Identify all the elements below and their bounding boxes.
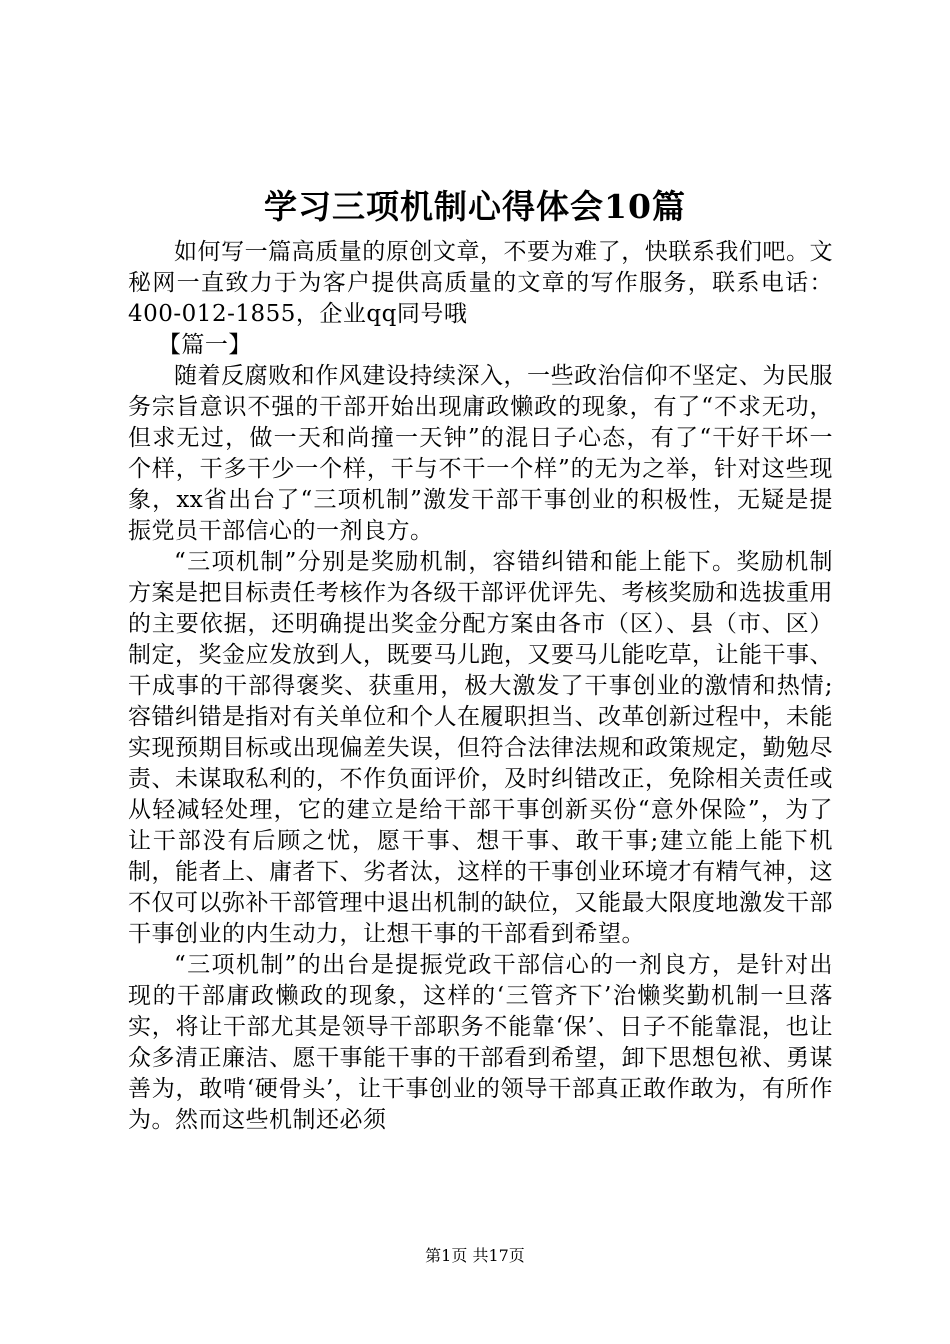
page-footer: 第1页 共17页 xyxy=(425,1246,525,1265)
body-paragraph: 随着反腐败和作风建设持续深入，一些政治信仰不坚定、为民服务宗旨意识不强的干部开始出现庸政懒政的现象，有了“不求无功，但求无过，做一天和尚撞一天钟”的混日子心态，有了“干好干坏一个样，干多干少一个样，干与不干一个样”的无为之举，针对这些现象，xx省出台了“三项机制”激发干部干事创业的积极性，无疑是提振党员干部信心的一剂良方。 xyxy=(128,363,833,544)
document-body xyxy=(128,237,833,1136)
intro-paragraph: 如何写一篇高质量的原创文章，不要为难了，快联系我们吧。文秘网一直致力于为客户提供高质量的文章的写作服务，联系电话：400-012-1855，企业qq同号哦 xyxy=(128,239,833,327)
body-paragraph: “三项机制”的出台是提振党政干部信心的一剂良方，是针对出现的干部庸政懒政的现象，这样的‘三管齐下’治懒奖勤机制一旦落实，将让干部尤其是领导干部职务不能靠‘保’、日子不能靠混，也让众多清正廉洁、愿干事能干事的干部看到希望，卸下思想包袱、勇谋善为，敢啃‘硬骨头’，让干事创业的领导干部真正敢作敢为，有所作为。然而这些机制还必须 xyxy=(128,952,833,1133)
document-title: 学习三项机制心得体会10篇 xyxy=(264,187,686,226)
body-paragraph: “三项机制”分别是奖励机制，容错纠错和能上能下。奖励机制方案是把目标责任考核作为各级干部评优评先、考核奖励和选拔重用的主要依据，还明确提出奖金分配方案由各市（区）、县（市、区）制定，奖金应发放到人，既要马儿跑，又要马儿能吃草，让能干事、干成事的干部得褒奖、获重用，极大激发了干事创业的激情和热情;容错纠错是指对有关单位和个人在履职担当、改革创新过程中，未能实现预期目标或出现偏差失误，但符合法律法规和政策规定，勤勉尽责、未谋取私利的，不作负面评价，及时纠错改正，免除相关责任或从轻减轻处理，它的建立是给干部干事创新买份“意外保险”，为了让干部没有后顾之忧，愿干事、想干事、敢干事;建立能上能下机制，能者上、庸者下、劣者汰，这样的干事创业环境才有精气神，这不仅可以弥补干部管理中退出机制的缺位，又能最大限度地激发干部干事创业的内生动力，让想干事的干部看到希望。 xyxy=(128,549,833,947)
section-heading: 【篇一】 xyxy=(157,332,252,358)
